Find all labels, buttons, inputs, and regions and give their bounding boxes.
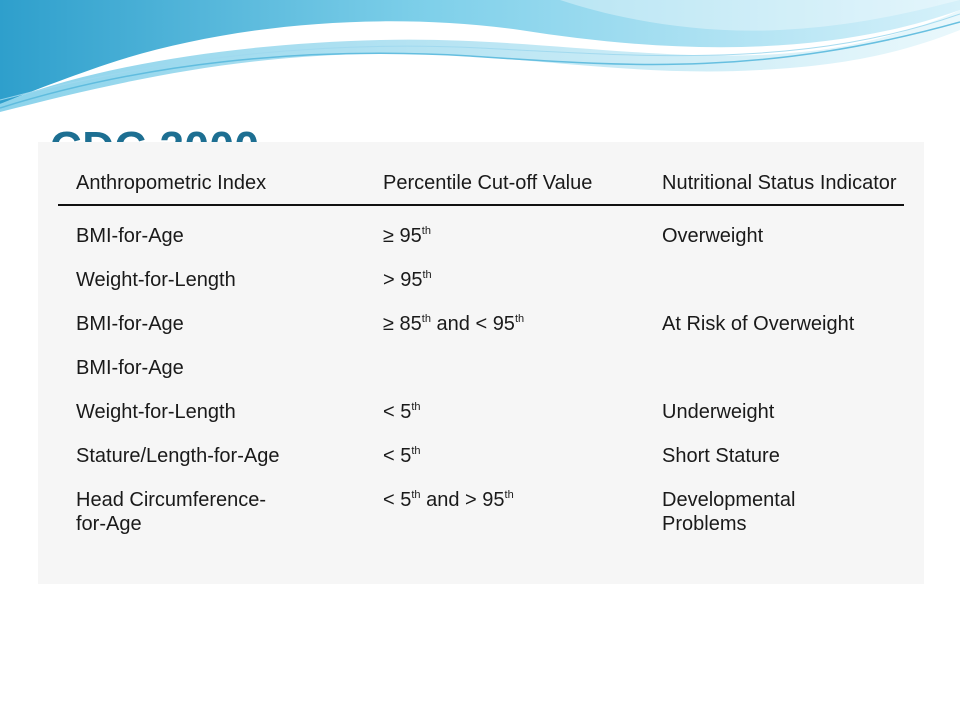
table-cell-cutoff: < 5th — [383, 445, 421, 467]
table-cell-indicator: Short Stature — [662, 445, 780, 467]
table-cell-indicator: At Risk of Overweight — [662, 313, 855, 335]
table-cell-index: BMI-for-Age — [76, 313, 184, 335]
table-cell-cutoff: ≥ 95th — [383, 225, 431, 247]
table-cell-cutoff: > 95th — [383, 269, 432, 291]
column-header-percentile-cutoff: Percentile Cut-off Value — [383, 172, 593, 194]
table-cell-indicator: Developmental Problems — [662, 489, 796, 535]
table-cell-cutoff: < 5th — [383, 401, 421, 423]
table-cell-index: Weight-for-Length — [76, 401, 236, 423]
table-cell-index: Weight-for-Length — [76, 269, 236, 291]
table-cell-indicator: Underweight — [662, 401, 775, 423]
table-cell-cutoff: ≥ 85th and < 95th — [383, 313, 525, 335]
table-cell-indicator: Overweight — [662, 225, 764, 247]
table-cell-cutoff: < 5th and > 95th — [383, 489, 514, 511]
wave-decoration — [0, 0, 960, 120]
table-cell-index: BMI-for-Age — [76, 225, 184, 247]
table-cell-index: Stature/Length-for-Age — [76, 445, 280, 467]
column-header-anthropometric-index: Anthropometric Index — [76, 172, 267, 194]
table-cell-index: BMI-for-Age — [76, 357, 184, 379]
table-cell-index: Head Circumference- for-Age — [76, 489, 267, 535]
column-header-nutritional-status: Nutritional Status Indicator — [662, 172, 897, 194]
